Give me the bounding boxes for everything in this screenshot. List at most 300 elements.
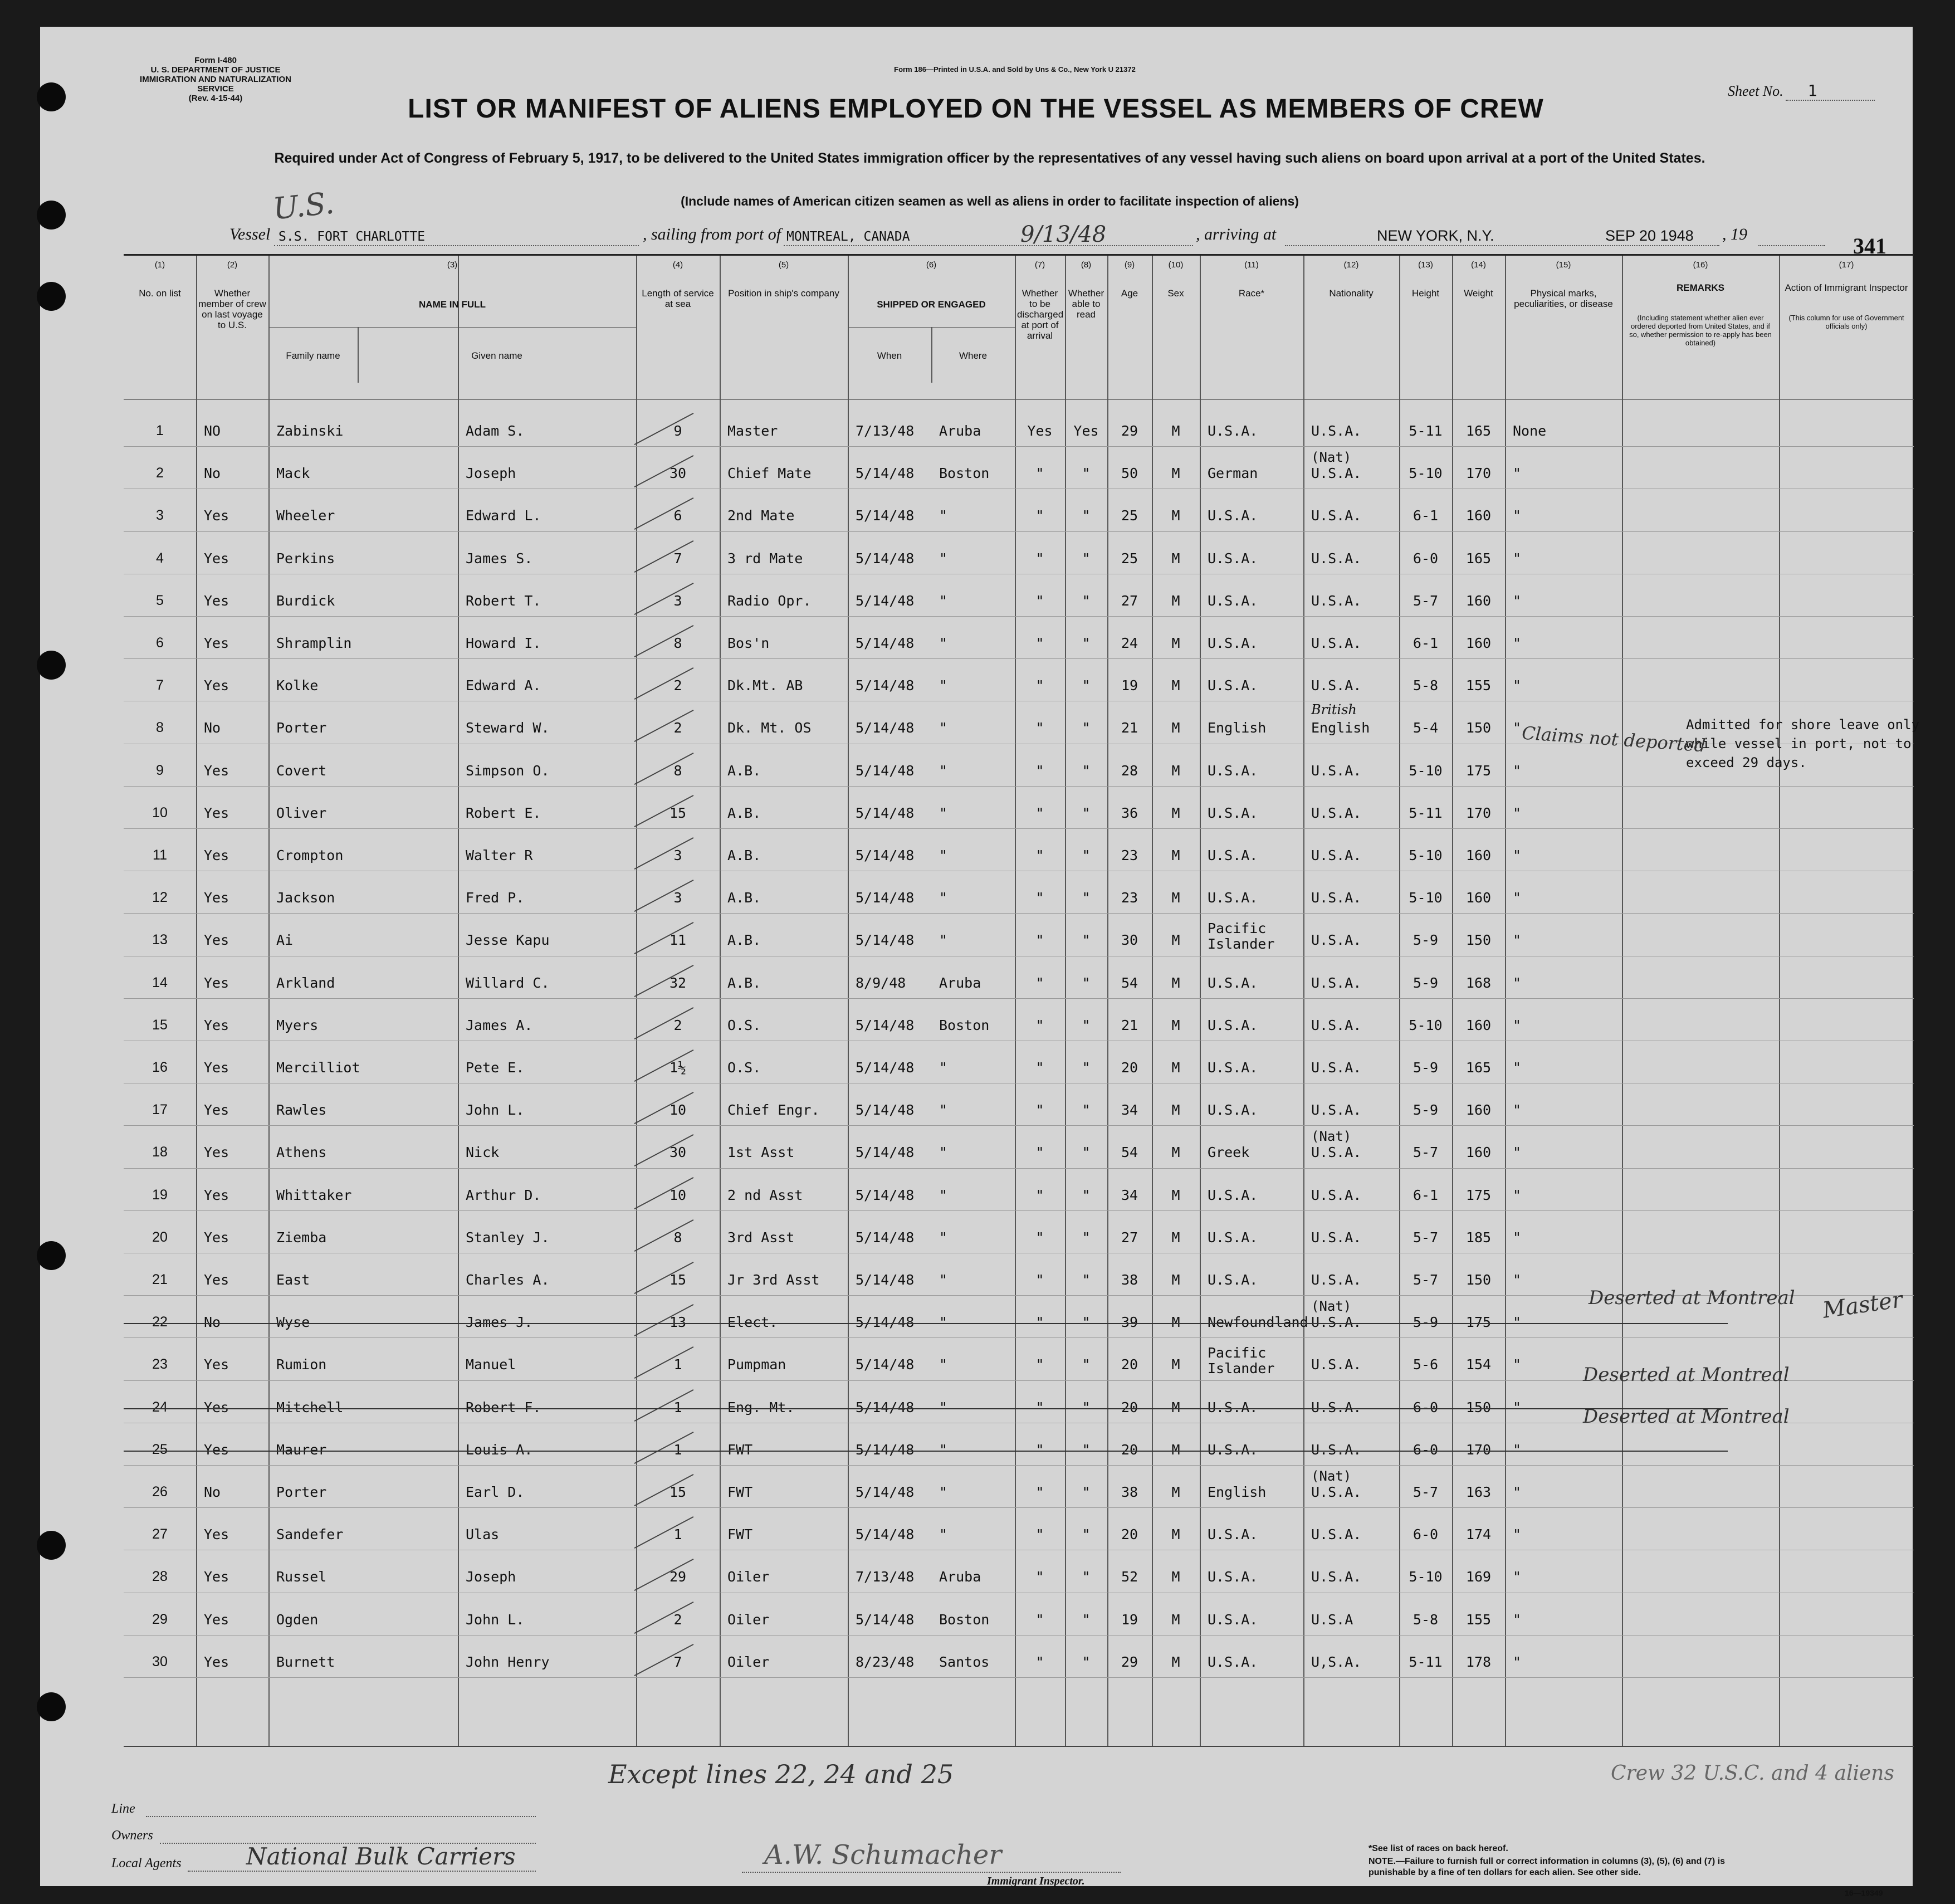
cell-age: 23 bbox=[1121, 890, 1138, 906]
cell-read: " bbox=[1082, 1569, 1091, 1585]
cell-nat: English bbox=[1311, 720, 1370, 736]
cell-service: 3 bbox=[673, 847, 682, 863]
cell-read: " bbox=[1082, 1526, 1091, 1543]
header-rule bbox=[268, 327, 636, 328]
inspector-underline bbox=[742, 1872, 1121, 1873]
cell-where: " bbox=[939, 592, 948, 609]
arrival-port: NEW YORK, N.Y. bbox=[1377, 227, 1494, 244]
cell-disch: " bbox=[1035, 1272, 1044, 1288]
cell-height: 5-6 bbox=[1413, 1356, 1439, 1373]
cell-nat: U.S.A. bbox=[1311, 804, 1362, 821]
cell-last: Yes bbox=[204, 762, 229, 779]
cell-service: 2 bbox=[673, 1017, 682, 1033]
cell-given: Fred P. bbox=[466, 890, 525, 906]
column-number: (8) bbox=[1081, 260, 1092, 270]
cell-nat: U.S.A. bbox=[1311, 1441, 1362, 1458]
cell-position: 1st Asst bbox=[727, 1144, 795, 1161]
cell-last: Yes bbox=[204, 1060, 229, 1076]
cell-height: 5-9 bbox=[1413, 932, 1439, 949]
cell-weight: 185 bbox=[1465, 1229, 1492, 1246]
cell-service: 1½ bbox=[669, 1060, 687, 1076]
cell-where: " bbox=[939, 1144, 948, 1161]
inspector-label: Immigrant Inspector. bbox=[987, 1875, 1085, 1887]
cell-where: " bbox=[939, 804, 948, 821]
cell-service: 9 bbox=[673, 423, 682, 439]
cell-nat: U.S.A. bbox=[1311, 1144, 1362, 1161]
cell-no: 17 bbox=[152, 1102, 168, 1118]
cell-where: " bbox=[939, 550, 948, 567]
cell-weight: 160 bbox=[1465, 507, 1492, 524]
cell-given: Adam S. bbox=[466, 423, 525, 439]
cell-sex: M bbox=[1171, 1653, 1180, 1670]
cell-race: U.S.A. bbox=[1208, 423, 1258, 439]
cell-service: 2 bbox=[673, 1611, 682, 1628]
cell-age: 20 bbox=[1121, 1399, 1138, 1415]
cell-when: 5/14/48 bbox=[856, 762, 915, 779]
table-row bbox=[124, 534, 1914, 576]
cell-service: 30 bbox=[669, 465, 687, 482]
column-number: (1) bbox=[154, 260, 165, 270]
cell-sex: M bbox=[1171, 1356, 1180, 1373]
nationality-note: British bbox=[1311, 702, 1357, 718]
cell-position: FWT bbox=[727, 1484, 753, 1500]
cell-no: 28 bbox=[152, 1569, 168, 1585]
cell-age: 25 bbox=[1121, 507, 1138, 524]
cell-when: 7/13/48 bbox=[856, 1569, 915, 1585]
cell-read: " bbox=[1082, 635, 1091, 651]
cell-height: 6-1 bbox=[1413, 1187, 1439, 1203]
cell-sex: M bbox=[1171, 847, 1180, 863]
column-header-no: No. on list bbox=[139, 288, 181, 299]
column-header-shipped: SHIPPED OR ENGAGED bbox=[877, 299, 986, 310]
cell-disch: " bbox=[1035, 1356, 1044, 1373]
cell-disch: " bbox=[1035, 1484, 1044, 1500]
agents-signature: National Bulk Carriers bbox=[246, 1843, 516, 1870]
cell-disch: " bbox=[1035, 1611, 1044, 1628]
cell-where: " bbox=[939, 635, 948, 651]
cell-no: 18 bbox=[152, 1144, 168, 1160]
cell-race: U.S.A. bbox=[1208, 1060, 1258, 1076]
cell-sex: M bbox=[1171, 677, 1180, 694]
cell-no: 12 bbox=[152, 890, 168, 906]
cell-height: 5-11 bbox=[1409, 423, 1443, 439]
cell-age: 27 bbox=[1121, 1229, 1138, 1246]
cell-weight: 155 bbox=[1465, 1611, 1492, 1628]
cell-service: 7 bbox=[673, 550, 682, 567]
cell-no: 25 bbox=[152, 1441, 168, 1457]
cell-last: Yes bbox=[204, 1102, 229, 1119]
cell-race: U.S.A. bbox=[1208, 974, 1258, 991]
cell-nat: U.S.A. bbox=[1311, 507, 1362, 524]
cell-family: Crompton bbox=[276, 847, 344, 863]
cell-last: Yes bbox=[204, 635, 229, 651]
cell-weight: 155 bbox=[1465, 677, 1492, 694]
cell-nat: U.S.A. bbox=[1311, 635, 1362, 651]
cell-given: Manuel bbox=[466, 1356, 516, 1373]
cell-age: 23 bbox=[1121, 847, 1138, 863]
cell-race: U.S.A. bbox=[1208, 592, 1258, 609]
cell-disch: " bbox=[1035, 1441, 1044, 1458]
cell-given: Edward L. bbox=[466, 507, 541, 524]
deserted-strike bbox=[124, 1323, 1728, 1324]
cell-read: " bbox=[1082, 1441, 1091, 1458]
cell-where: " bbox=[939, 507, 948, 524]
cell-age: 20 bbox=[1121, 1441, 1138, 1458]
cell-family: Burnett bbox=[276, 1653, 335, 1670]
cell-when: 5/14/48 bbox=[856, 1272, 915, 1288]
cell-given: Joseph bbox=[466, 1569, 516, 1585]
cell-nat: U.S.A. bbox=[1311, 974, 1362, 991]
cell-position: Chief Mate bbox=[727, 465, 812, 482]
cell-height: 5-8 bbox=[1413, 1611, 1439, 1628]
cell-family: Russel bbox=[276, 1569, 327, 1585]
cell-service: 13 bbox=[669, 1314, 687, 1331]
cell-given: Willard C. bbox=[466, 974, 550, 991]
cell-height: 5-10 bbox=[1409, 465, 1443, 482]
cell-last: Yes bbox=[204, 847, 229, 863]
cell-nat: U.S.A. bbox=[1311, 1356, 1362, 1373]
column-number: (3) bbox=[447, 260, 458, 270]
sheet-label: Sheet No. bbox=[1728, 83, 1783, 99]
column-header-disch: Whether to be discharged at port of arrival bbox=[1017, 288, 1064, 341]
column-number: (17) bbox=[1839, 260, 1854, 270]
cell-no: 6 bbox=[156, 635, 164, 651]
cell-sex: M bbox=[1171, 592, 1180, 609]
cell-disch: " bbox=[1035, 974, 1044, 991]
cell-service: 8 bbox=[673, 1229, 682, 1246]
cell-age: 19 bbox=[1121, 1611, 1138, 1628]
cell-when: 5/14/48 bbox=[856, 1060, 915, 1076]
cell-age: 29 bbox=[1121, 1653, 1138, 1670]
cell-service: 15 bbox=[669, 804, 687, 821]
cell-sex: M bbox=[1171, 465, 1180, 482]
cell-sex: M bbox=[1171, 507, 1180, 524]
table-row bbox=[124, 1467, 1914, 1510]
cell-where: " bbox=[939, 1229, 948, 1246]
statutory-requirement: Required under Act of Congress of February 5, 1917, to be delivered to the United States immigration officer by the representatives of any vessel having such aliens on board upon arrival at a port of the United States. bbox=[274, 150, 1705, 166]
cell-when: 5/14/48 bbox=[856, 1484, 915, 1500]
column-header-weight: Weight bbox=[1464, 288, 1493, 299]
cell-height: 5-9 bbox=[1413, 974, 1439, 991]
cell-race: U.S.A. bbox=[1208, 1229, 1258, 1246]
table-row bbox=[124, 1637, 1914, 1680]
cell-last: No bbox=[204, 720, 221, 736]
cell-height: 5-9 bbox=[1413, 1314, 1439, 1331]
cell-race: U.S.A. bbox=[1208, 762, 1258, 779]
cell-age: 19 bbox=[1121, 677, 1138, 694]
cell-no: 15 bbox=[152, 1017, 168, 1033]
cell-nat: U.S.A. bbox=[1311, 1484, 1362, 1500]
cell-given: John Henry bbox=[466, 1653, 550, 1670]
cell-given: Howard I. bbox=[466, 635, 541, 651]
cell-race: U.S.A. bbox=[1208, 847, 1258, 863]
cell-sex: M bbox=[1171, 890, 1180, 906]
cell-given: Earl D. bbox=[466, 1484, 525, 1500]
cell-height: 5-10 bbox=[1409, 1017, 1443, 1033]
cell-sex: M bbox=[1171, 932, 1180, 949]
cell-nat: U.S.A. bbox=[1311, 1060, 1362, 1076]
column-header-last: Whether member of crew on last voyage to U.S. bbox=[198, 288, 266, 330]
cell-no: 23 bbox=[152, 1356, 168, 1373]
cell-disch: " bbox=[1035, 550, 1044, 567]
form-id-block bbox=[135, 56, 296, 103]
cell-nat: U.S.A. bbox=[1311, 1187, 1362, 1203]
cell-position: FWT bbox=[727, 1441, 753, 1458]
cell-service: 30 bbox=[669, 1144, 687, 1161]
cell-disch: " bbox=[1035, 1399, 1044, 1415]
cell-family: Rumion bbox=[276, 1356, 327, 1373]
table-row bbox=[124, 958, 1914, 1000]
form-number: Form I-480 bbox=[194, 56, 237, 65]
cell-read: " bbox=[1082, 677, 1091, 694]
cell-read: " bbox=[1082, 804, 1091, 821]
cell-sex: M bbox=[1171, 1060, 1180, 1076]
cell-height: 5-10 bbox=[1409, 1569, 1443, 1585]
except-lines-note: Except lines 22, 24 and 25 bbox=[608, 1759, 954, 1789]
cell-given: James S. bbox=[466, 550, 533, 567]
handwritten-date: 9/13/48 bbox=[1020, 222, 1107, 247]
cell-sex: M bbox=[1171, 1441, 1180, 1458]
cell-race: U.S.A. bbox=[1208, 1526, 1258, 1543]
table-row bbox=[124, 1595, 1914, 1637]
cell-last: Yes bbox=[204, 1653, 229, 1670]
cell-race: Pacific Islander bbox=[1208, 1345, 1275, 1377]
cell-marks: " bbox=[1513, 762, 1522, 779]
penalty-note: NOTE.—Failure to furnish full or correct information in columns (3), (5), (6) and (7) is punishable by a fine of ten dollars for each alien. See other side. bbox=[1368, 1857, 1726, 1877]
cell-last: Yes bbox=[204, 974, 229, 991]
cell-last: Yes bbox=[204, 1017, 229, 1033]
cell-when: 5/14/48 bbox=[856, 1017, 915, 1033]
cell-sex: M bbox=[1171, 1526, 1180, 1543]
cell-family: Ziemba bbox=[276, 1229, 327, 1246]
cell-marks: " bbox=[1513, 1484, 1522, 1500]
cell-where: Aruba bbox=[939, 974, 981, 991]
cell-marks: " bbox=[1513, 1060, 1522, 1076]
printer-line: Form 186—Printed in U.S.A. and Sold by Uns & Co., New York U 21372 bbox=[894, 65, 1136, 74]
cell-position: Dk. Mt. OS bbox=[727, 720, 812, 736]
crew-table bbox=[124, 254, 1914, 1747]
cell-where: Boston bbox=[939, 465, 990, 482]
nationality-note: (Nat) bbox=[1311, 1129, 1352, 1145]
cell-no: 5 bbox=[156, 592, 164, 608]
sheet-number-block bbox=[1728, 81, 1895, 101]
cell-disch: " bbox=[1035, 1187, 1044, 1203]
cell-read: " bbox=[1082, 507, 1091, 524]
table-row bbox=[124, 873, 1914, 915]
table-row bbox=[124, 788, 1914, 831]
cell-position: 2nd Mate bbox=[727, 507, 795, 524]
cell-when: 5/14/48 bbox=[856, 1611, 915, 1628]
table-row bbox=[124, 1000, 1914, 1043]
cell-read: Yes bbox=[1073, 423, 1099, 439]
binder-hole bbox=[37, 82, 66, 111]
cell-where: " bbox=[939, 1060, 948, 1076]
cell-marks: " bbox=[1513, 465, 1522, 482]
crew-count-note: Crew 32 U.S.C. and 4 aliens bbox=[1611, 1762, 1894, 1785]
cell-race: U.S.A. bbox=[1208, 677, 1258, 694]
cell-age: 54 bbox=[1121, 1144, 1138, 1161]
cell-position: Chief Engr. bbox=[727, 1102, 820, 1119]
cell-when: 5/14/48 bbox=[856, 847, 915, 863]
cell-disch: " bbox=[1035, 890, 1044, 906]
stamp-number: 341 bbox=[1853, 233, 1886, 258]
cell-height: 6-1 bbox=[1413, 635, 1439, 651]
cell-last: Yes bbox=[204, 507, 229, 524]
cell-marks: " bbox=[1513, 1526, 1522, 1543]
cell-disch: " bbox=[1035, 1229, 1044, 1246]
cell-family: Ogden bbox=[276, 1611, 319, 1628]
cell-where: " bbox=[939, 932, 948, 949]
cell-position: Jr 3rd Asst bbox=[727, 1272, 820, 1288]
cell-race: U.S.A. bbox=[1208, 890, 1258, 906]
cell-last: Yes bbox=[204, 1441, 229, 1458]
cell-disch: " bbox=[1035, 1526, 1044, 1543]
cell-nat: U.S.A. bbox=[1311, 1272, 1362, 1288]
cell-marks: " bbox=[1513, 1314, 1522, 1331]
cell-when: 5/14/48 bbox=[856, 1229, 915, 1246]
cell-family: Covert bbox=[276, 762, 327, 779]
cell-disch: " bbox=[1035, 592, 1044, 609]
cell-family: Mitchell bbox=[276, 1399, 344, 1415]
arriving-label: , arriving at bbox=[1196, 225, 1277, 243]
cell-age: 29 bbox=[1121, 423, 1138, 439]
cell-age: 39 bbox=[1121, 1314, 1138, 1331]
cell-no: 9 bbox=[156, 762, 164, 778]
binder-hole bbox=[37, 1531, 66, 1560]
cell-weight: 175 bbox=[1465, 762, 1492, 779]
cell-read: " bbox=[1082, 1272, 1091, 1288]
cell-service: 32 bbox=[669, 974, 687, 991]
cell-where: " bbox=[939, 762, 948, 779]
cell-where: Aruba bbox=[939, 1569, 981, 1585]
cell-no: 26 bbox=[152, 1484, 168, 1500]
cell-given: Louis A. bbox=[466, 1441, 533, 1458]
deserted-strike bbox=[124, 1451, 1728, 1452]
cell-last: No bbox=[204, 1314, 221, 1331]
cell-service: 6 bbox=[673, 507, 682, 524]
cell-race: U.S.A. bbox=[1208, 1611, 1258, 1628]
cell-given: Ulas bbox=[466, 1526, 500, 1543]
cell-age: 54 bbox=[1121, 974, 1138, 991]
table-row bbox=[124, 1043, 1914, 1085]
cell-given: Walter R bbox=[466, 847, 533, 863]
cell-sex: M bbox=[1171, 720, 1180, 736]
cell-marks: " bbox=[1513, 1144, 1522, 1161]
cell-given: James A. bbox=[466, 1017, 533, 1033]
cell-where: " bbox=[939, 847, 948, 863]
cell-age: 36 bbox=[1121, 804, 1138, 821]
cell-given: Charles A. bbox=[466, 1272, 550, 1288]
cell-when: 5/14/48 bbox=[856, 1399, 915, 1415]
cell-disch: " bbox=[1035, 762, 1044, 779]
cell-disch: " bbox=[1035, 1144, 1044, 1161]
cell-race: U.S.A. bbox=[1208, 635, 1258, 651]
cell-nat: U.S.A. bbox=[1311, 1017, 1362, 1033]
cell-race: U.S.A. bbox=[1208, 1272, 1258, 1288]
cell-service: 29 bbox=[669, 1569, 687, 1585]
cell-read: " bbox=[1082, 974, 1091, 991]
table-row bbox=[124, 448, 1914, 491]
cell-race: U.S.A. bbox=[1208, 1653, 1258, 1670]
cell-no: 4 bbox=[156, 550, 164, 566]
cell-race: Pacific Islander bbox=[1208, 920, 1275, 953]
cell-age: 52 bbox=[1121, 1569, 1138, 1585]
revision-date: (Rev. 4-15-44) bbox=[188, 94, 243, 103]
cell-no: 29 bbox=[152, 1611, 168, 1627]
cell-disch: " bbox=[1035, 635, 1044, 651]
cell-nat: U,S.A. bbox=[1311, 1653, 1362, 1670]
cell-nat: U.S.A. bbox=[1311, 847, 1362, 863]
cell-when: 5/14/48 bbox=[856, 1102, 915, 1119]
shore-leave-stamp: Admitted for shore leave only while vessel in port, not to exceed 29 days. bbox=[1686, 717, 1920, 770]
cell-marks: " bbox=[1513, 677, 1522, 694]
binder-hole bbox=[37, 201, 66, 230]
cell-age: 20 bbox=[1121, 1526, 1138, 1543]
sheet-number: 1 bbox=[1786, 81, 1875, 101]
cell-sex: M bbox=[1171, 974, 1180, 991]
cell-where: " bbox=[939, 1441, 948, 1458]
cell-height: 5-7 bbox=[1413, 1229, 1439, 1246]
cell-position: Oiler bbox=[727, 1569, 770, 1585]
cell-family: Wyse bbox=[276, 1314, 310, 1331]
cell-height: 5-11 bbox=[1409, 804, 1443, 821]
cell-position: A.B. bbox=[727, 890, 761, 906]
cell-height: 5-10 bbox=[1409, 890, 1443, 906]
cell-height: 5-7 bbox=[1413, 592, 1439, 609]
cell-disch: " bbox=[1035, 932, 1044, 949]
form-code: 16—19349 bbox=[1845, 1888, 1883, 1897]
cell-family: Whittaker bbox=[276, 1187, 352, 1203]
cell-given: Stanley J. bbox=[466, 1229, 550, 1246]
column-subheader: Family name bbox=[286, 350, 340, 361]
cell-disch: " bbox=[1035, 1314, 1044, 1331]
cell-nat: U.S.A bbox=[1311, 1611, 1353, 1628]
cell-race: U.S.A. bbox=[1208, 1102, 1258, 1119]
cell-read: " bbox=[1082, 1187, 1091, 1203]
cell-service: 11 bbox=[669, 932, 687, 949]
cell-where: " bbox=[939, 1484, 948, 1500]
cell-where: " bbox=[939, 1356, 948, 1373]
cell-sex: M bbox=[1171, 1611, 1180, 1628]
cell-no: 3 bbox=[156, 507, 164, 524]
cell-given: Robert T. bbox=[466, 592, 541, 609]
cell-marks: " bbox=[1513, 1187, 1522, 1203]
cell-no: 8 bbox=[156, 720, 164, 736]
cell-position: A.B. bbox=[727, 847, 761, 863]
cell-weight: 150 bbox=[1465, 932, 1492, 949]
column-number: (10) bbox=[1168, 260, 1184, 270]
cell-position: Radio Opr. bbox=[727, 592, 812, 609]
cell-when: 5/14/48 bbox=[856, 1526, 915, 1543]
cell-weight: 160 bbox=[1465, 890, 1492, 906]
nationality-note: (Nat) bbox=[1311, 450, 1352, 466]
cell-service: 8 bbox=[673, 762, 682, 779]
cell-service: 10 bbox=[669, 1102, 687, 1119]
cell-nat: U.S.A. bbox=[1311, 932, 1362, 949]
cell-when: 5/14/48 bbox=[856, 677, 915, 694]
column-number: (9) bbox=[1124, 260, 1135, 270]
cell-weight: 163 bbox=[1465, 1484, 1492, 1500]
cell-service: 1 bbox=[673, 1356, 682, 1373]
column-header-position: Position in ship's company bbox=[728, 288, 839, 299]
column-header-action: Action of Immigrant Inspector bbox=[1785, 282, 1908, 293]
binder-hole bbox=[37, 1692, 66, 1721]
cell-no: 13 bbox=[152, 932, 168, 948]
cell-where: " bbox=[939, 1272, 948, 1288]
cell-read: " bbox=[1082, 847, 1091, 863]
cell-age: 21 bbox=[1121, 1017, 1138, 1033]
cell-given: Joseph bbox=[466, 465, 516, 482]
